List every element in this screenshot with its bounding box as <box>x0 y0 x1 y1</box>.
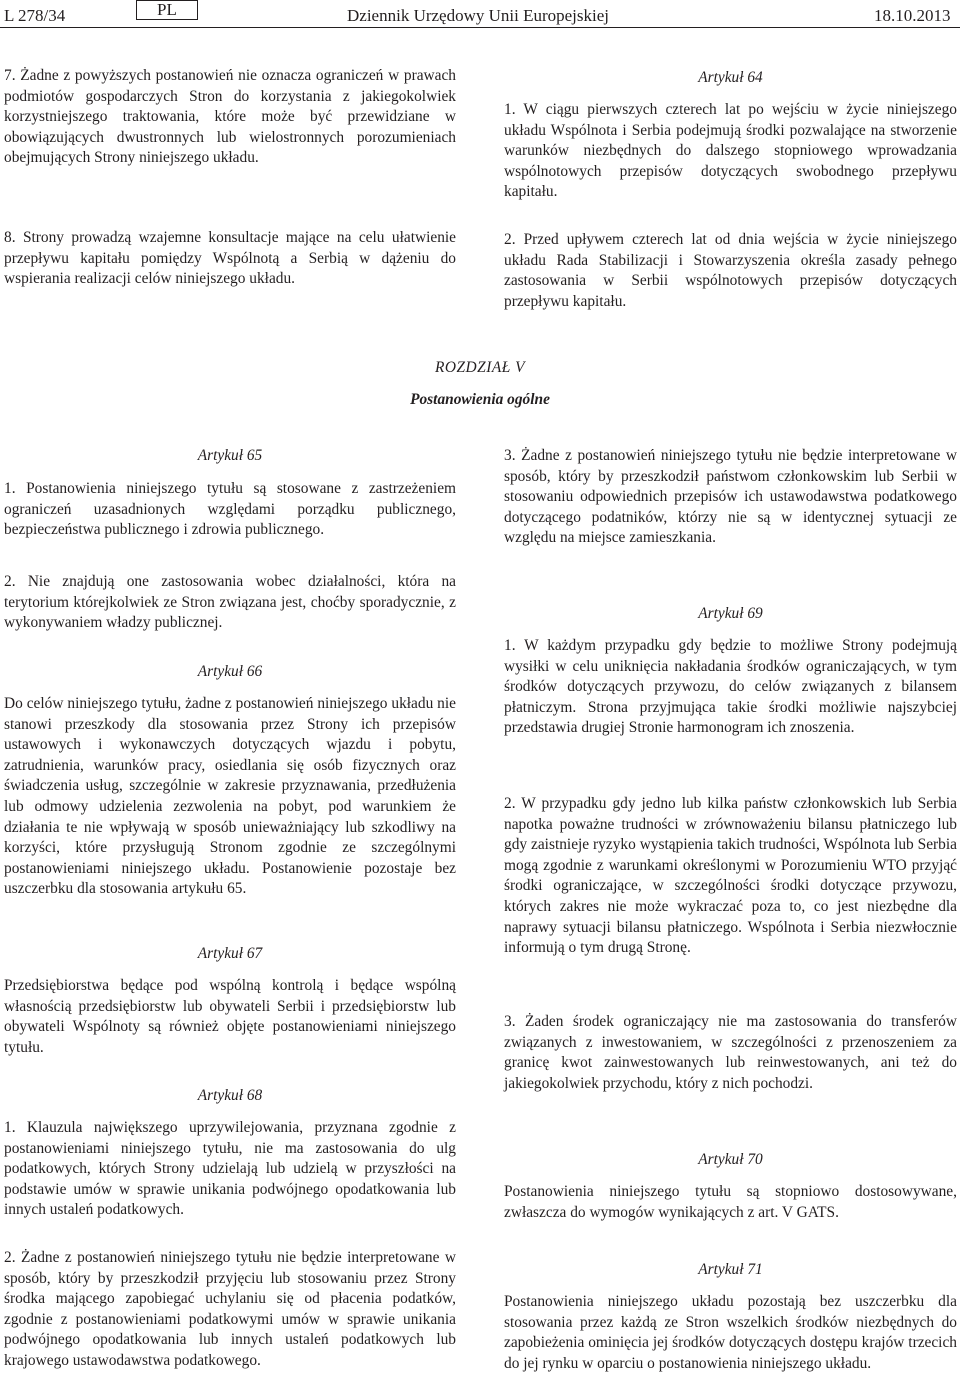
journal-title: Dziennik Urzędowy Unii Europejskiej <box>347 6 610 25</box>
article-64-title: Artykuł 64 <box>698 69 763 86</box>
article-69-paragraph-1: 1. W każdym przypadku gdy będzie to możliwe Strony podejmują wysiłki w celu uniknięcia nakładania środków ograniczających, w tym środków dotyczących przywozu, do celów związanych z bilansem płatniczym. Strona przyjmująca takie środki możliwie najszybciej przedstawia drugiej Stronie harmonogram ich znoszenia. <box>504 637 957 737</box>
article-68-title: Artykuł 68 <box>197 1087 263 1104</box>
article-71-title: Artykuł 71 <box>698 1261 763 1278</box>
header-rule <box>0 27 960 28</box>
article-66-paragraph: Do celów niniejszego tytułu, żadne z postanowień niniejszego układu nie stanowi przeszkody dla stosowania przez Strony ich przepisów ustawowych i wykonawczych dotyczących wjazdu i pobytu, zatrudnienia, warunków pracy, osiedlania się osób fizycznych oraz świadczenia usług, szczególnie w zakresie przyznawania, przedłużenia lub odmowy udzielenia zezwolenia na pobyt, pod warunkiem że działania te nie wpływają w sposób unieważniający lub szkodliwy na korzyści, które przysługują Stronom zgodnie ze szczególnymi postanowieniami niniejszego układu. Postanowienie pozostaje bez uszczerbku dla stosowania artykułu 65. <box>4 695 456 898</box>
article-68-paragraph-2: 2. Żadne z postanowień niniejszego tytułu nie będzie interpretowane w sposób, który by przeszkodził przyjęciu lub stosowaniu przez Strony środka mającego zapobiegać uchylaniu się od płacenia podatków, zgodnie z postanowieniami podatkowymi umów w sprawie unikania podwójnego opodatkowania lub innych ustaleń podatkowych lub krajowego ustawodawstwa podatkowego. <box>4 1249 456 1369</box>
article-70-title: Artykuł 70 <box>698 1151 763 1168</box>
article-66-title: Artykuł 66 <box>197 663 263 680</box>
article-65-title: Artykuł 65 <box>197 447 263 464</box>
page-number: L 278/34 <box>4 6 66 25</box>
article-65-paragraph-1: 1. Postanowienia niniejszego tytułu są stosowane z zastrzeżeniem ograniczeń uzasadnionych względami porządku publicznego, bezpieczeństwa publicznego i zdrowia publicznego. <box>4 480 456 539</box>
publication-date: 18.10.2013 <box>874 6 951 25</box>
paragraph-7: 7. Żadne z powyższych postanowień nie oznacza ograniczeń w prawach podmiotów gospodarczych Stron do korzystania z jakiegokolwiek korzystniejszego traktowania, które może być przewidziane w obowiązujących dwustronnych lub wielostronnych porozumieniach obejmujących Strony niniejszego układu. <box>4 67 456 167</box>
page-header <box>0 0 960 28</box>
article-65-paragraph-2: 2. Nie znajdują one zastosowania wobec działalności, która na terytorium którejkolwiek ze Stron związana jest, choćby sporadycznie, z wykonywaniem władzy publicznej. <box>4 573 456 632</box>
chapter-title: Postanowienia ogólne <box>410 391 550 408</box>
chapter-label: ROZDZIAŁ V <box>434 359 526 376</box>
article-70-paragraph: Postanowienia niniejszego tytułu są stopniowo dostosowywane, zwłaszcza do wymogów wynikających z art. V GATS. <box>504 1183 957 1221</box>
article-67-paragraph: Przedsiębiorstwa będące pod wspólną kontrolą i będące wspólną własnością przedsiębiorstw lub obywateli Serbii i przedsiębiorstw lub obywateli Wspólnoty są również objęte postanowieniami niniejszego tytułu. <box>4 977 456 1056</box>
language-badge: PL <box>136 0 198 20</box>
paragraph-8: 8. Strony prowadzą wzajemne konsultacje mające na celu ułatwienie przepływu kapitału pomiędzy Wspólnotą a Serbią w dążeniu do wspierania realizacji celów niniejszego układu. <box>4 229 456 288</box>
article-69-paragraph-2: 2. W przypadku gdy jedno lub kilka państw członkowskich lub Serbia napotka poważne trudności w zrównoważeniu bilansu płatniczego lub gdy zaistnieje ryzyko wystąpienia takich trudności, Wspólnota lub Serbia mogą zgodnie z warunkami określonymi w Porozumieniu WTO przyjąć środki ograniczające, w szczególności środki dotyczące przywozu, których zakres nie może wykraczać poza to, co jest niezbędne dla naprawy sytuacji bilansu płatniczego. Wspólnota i Serbia niezwłocznie informują o tym drugą Stronę. <box>504 795 957 957</box>
article-68-paragraph-1: 1. Klauzula największego uprzywilejowania, przyznana zgodnie z postanowieniami niniejszego tytułu, nie ma zastosowania do ulg podatkowych, których Strony udzielają lub udzielą w przyszłości na podstawie umów w sprawie unikania podwójnego opodatkowania lub innych ustaleń podatkowych. <box>4 1119 456 1219</box>
article-67-title: Artykuł 67 <box>197 945 263 962</box>
article-69-title: Artykuł 69 <box>698 605 763 622</box>
article-64-paragraph-1: 1. W ciągu pierwszych czterech lat po wejściu w życie niniejszego układu Wspólnota i Serbia podejmują środki pozwalające na stworzenie warunków niezbędnych do dalszego stopniowego wprowadzania wspólnotowych przepisów dotyczących swobodnego przepływu kapitału. <box>504 101 957 201</box>
article-69-paragraph-3: 3. Żaden środek ograniczający nie ma zastosowania do transferów związanych z inwestowaniem, w szczególności z przenoszeniem za granicę kwot zainwestowanych lub reinwestowanych, ani też do jakiegokolwiek przychodu, który z nich pochodzi. <box>504 1013 957 1092</box>
article-71-paragraph: Postanowienia niniejszego układu pozostają bez uszczerbku dla stosowania przez każdą ze Stron wszelkich środków niezbędnych do zapobieżenia ominięcia jej środków dotyczących dostępu krajów trzecich do jej rynku w oparciu o postanowienia niniejszego układu. <box>504 1293 957 1372</box>
article-68-paragraph-3: 3. Żadne z postanowień niniejszego tytułu nie będzie interpretowane w sposób, który by przeszkodził państwom członkowskim lub Serbii w stosowaniu odpowiednich przepisów ich ustawodawstwa podatkowego dotyczącego podatników, którzy nie są w identycznej sytuacji ze względu na miejsce zamieszkania. <box>504 447 957 547</box>
article-64-paragraph-2: 2. Przed upływem czterech lat od dnia wejścia w życie niniejszego układu Rada Stabilizacji i Stowarzyszenia określa zasady pełnego zastosowania w Serbii wspólnotowych przepisów dotyczących przepływu kapitału. <box>504 231 957 310</box>
